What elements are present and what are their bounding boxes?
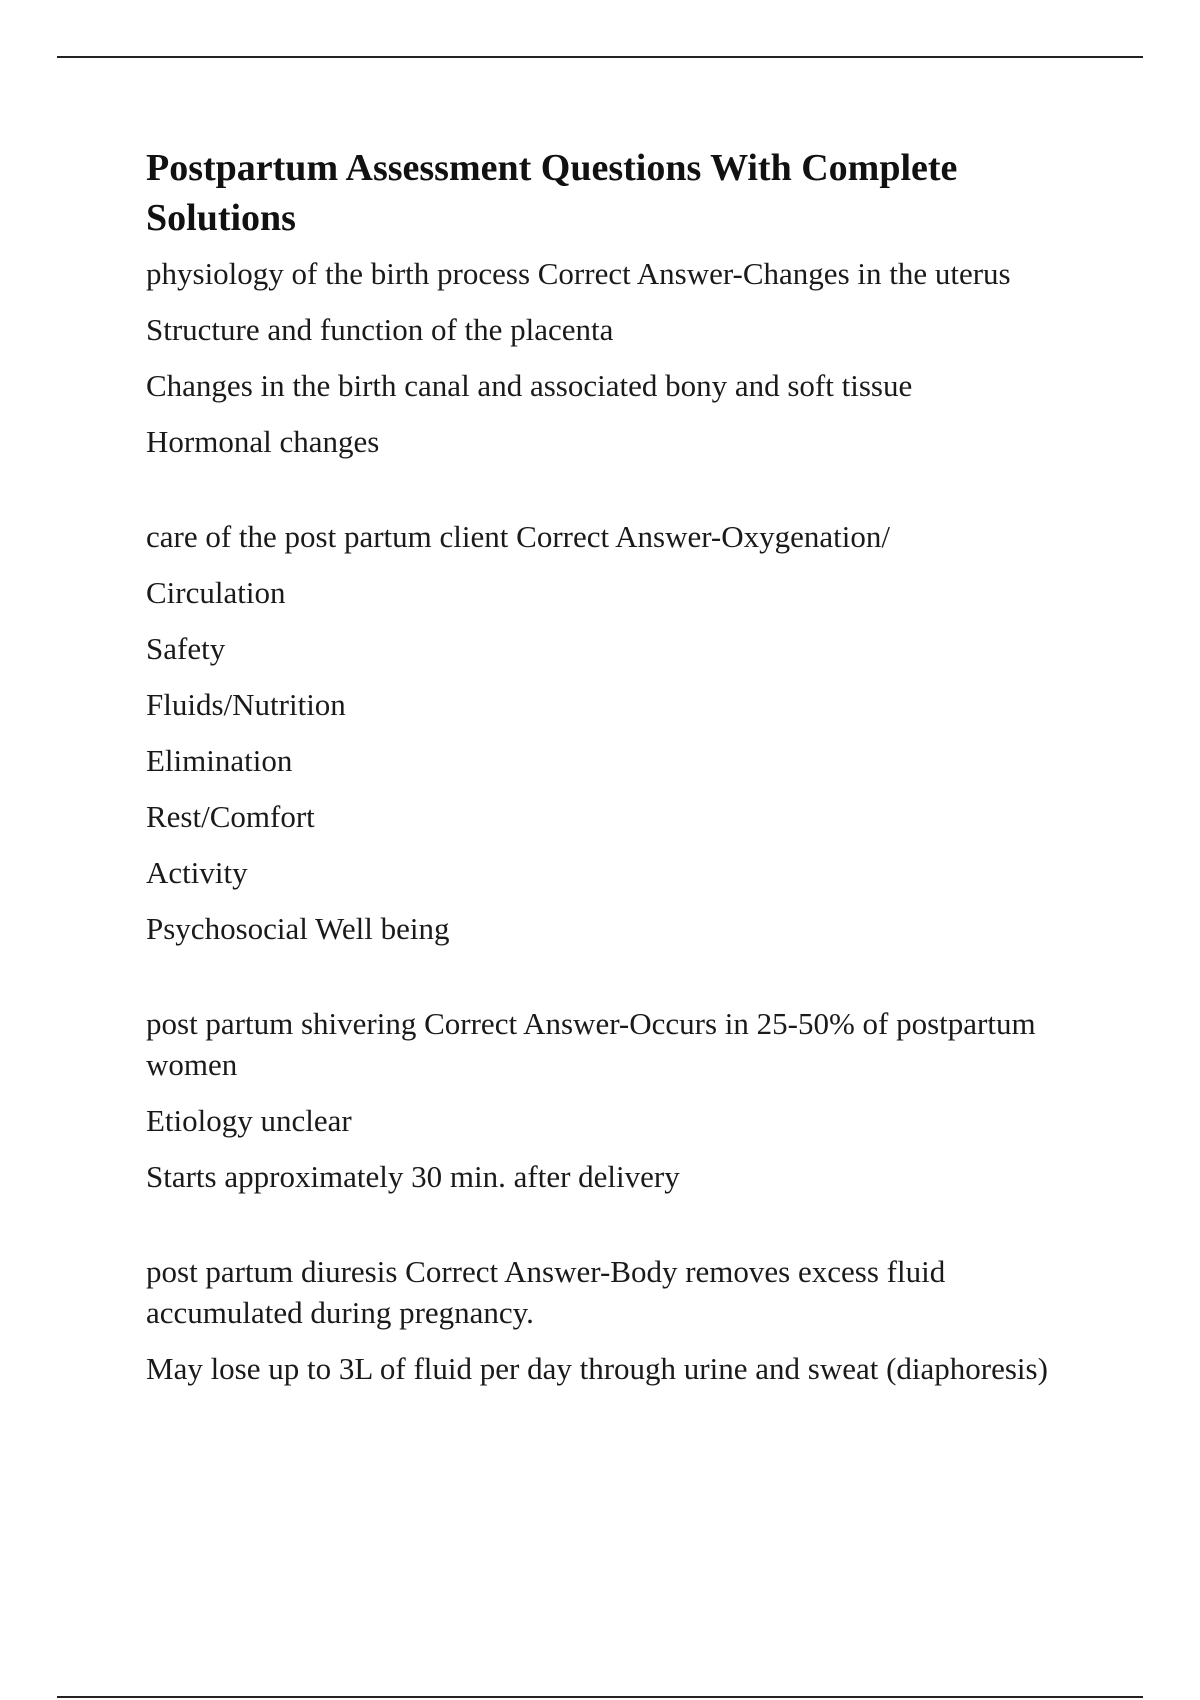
- text-line: Rest/Comfort: [146, 799, 315, 834]
- text-line: Etiology unclear: [146, 1103, 352, 1138]
- text-line: May lose up to 3L of fluid per day through urine and sweat (diaphoresis): [146, 1351, 1048, 1386]
- text-line: Fluids/Nutrition: [146, 687, 346, 722]
- document-body: [146, 143, 1106, 1389]
- text-line: Safety: [146, 631, 226, 666]
- text-line: Elimination: [146, 743, 293, 778]
- qa-block-diuresis: [146, 1251, 1106, 1389]
- text-line: physiology of the birth process Correct Answer-Changes in the uterus: [146, 256, 1011, 291]
- text-line: care of the post partum client Correct Answer-Oxygenation/: [146, 519, 890, 554]
- text-line: Hormonal changes: [146, 424, 380, 459]
- text-line: Circulation: [146, 575, 286, 610]
- text-line: post partum diuresis Correct Answer-Body removes excess fluid accumulated during pregnancy.: [146, 1254, 946, 1330]
- qa-block-birth-process: [146, 253, 1106, 462]
- qa-block-postpartum-care: [146, 516, 1106, 949]
- text-line: Structure and function of the placenta: [146, 312, 614, 347]
- document-title: Postpartum Assessment Questions With Complete Solutions: [146, 147, 958, 239]
- text-line: Starts approximately 30 min. after delivery: [146, 1159, 680, 1194]
- text-line: Changes in the birth canal and associated bony and soft tissue: [146, 368, 913, 403]
- qa-block-shivering: [146, 1003, 1106, 1197]
- text-line: Psychosocial Well being: [146, 911, 450, 946]
- top-rule: [57, 56, 1143, 58]
- text-line: post partum shivering Correct Answer-Occurs in 25-50% of postpartum women: [146, 1006, 1036, 1082]
- text-line: Activity: [146, 855, 248, 890]
- bottom-rule: [57, 1696, 1143, 1698]
